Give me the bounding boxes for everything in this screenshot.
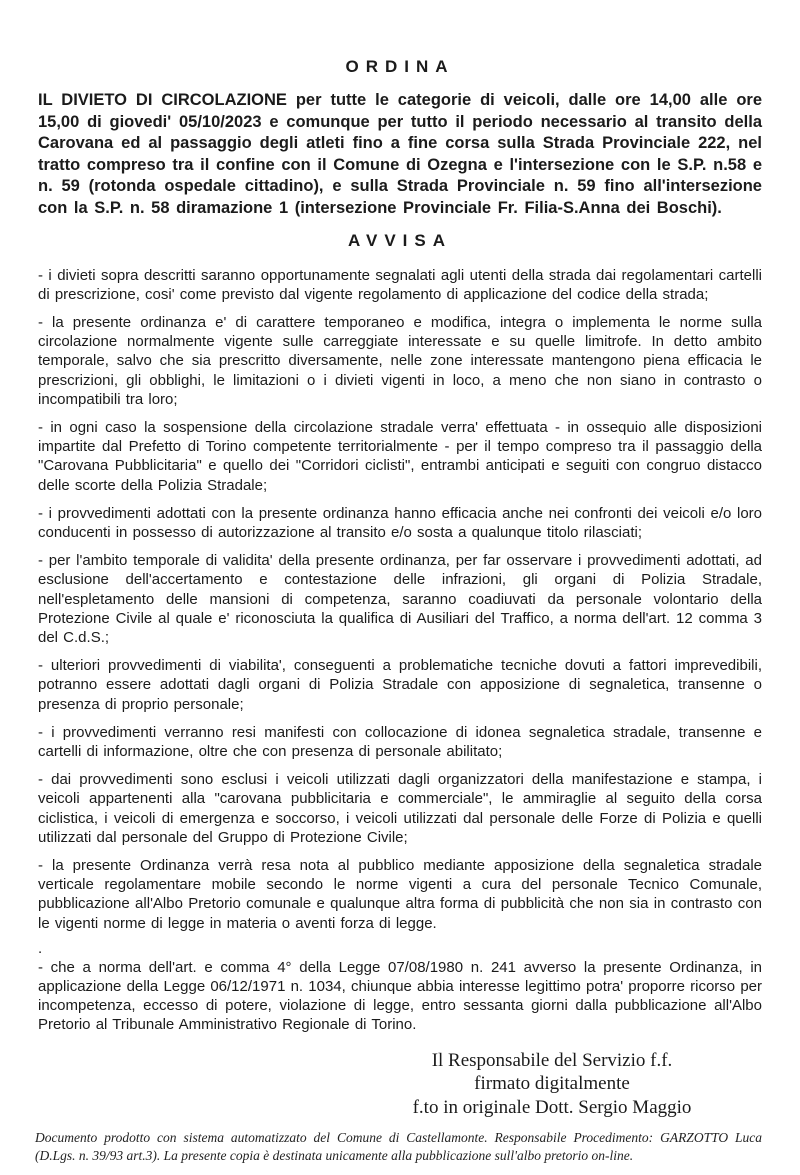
avvisa-heading: AVVISA: [347, 230, 453, 250]
avvisa-paragraph-6: - ulteriori provvedimenti di viabilita', conseguenti a problematiche tecniche dovuti a fattori imprevedibili, potranno essere adottati dagli organi di Polizia Stradale con apposizione di segnaletica, transenne o presenza di proprio personale;: [38, 657, 762, 713]
avvisa-paragraph-4: - i provvedimenti adottati con la presente ordinanza hanno efficacia anche nei confronti dei veicoli e/o loro conducenti in possesso di autorizzazione al transito e/o sosta a qualunque titolo rilasciati;: [38, 504, 762, 541]
avvisa-paragraph-7: - i provvedimenti verranno resi manifesti con collocazione di idonea segnaletica stradale, transenne e cartelli di informazione, oltre che con presenza di personale abilitato;: [38, 723, 762, 761]
avvisa-paragraph-1: - i divieti sopra descritti saranno opportunamente segnalati agli utenti della strada dai regolamentari cartelli di prescrizione, cosi' come previsto dal vigente regolamento di applicazione del codice della strada;: [38, 266, 762, 303]
signature-role: Il Responsabile del Servizio f.f.: [431, 1049, 673, 1071]
avvisa-paragraph-3: - in ogni caso la sospensione della circolazione stradale verra' effettuata - in ossequio alle disposizioni impartite dal Prefetto di Torino competente territorialmente - per il tempo compreso tra il passaggio della "Carovana Pubblicitaria" e quello dei "Corridori ciclisti", entrambi anticipati e seguiti con congruo distacco delle scorte della Polizia Stradale;: [38, 418, 762, 494]
avvisa-paragraph-8: - dai provvedimenti sono esclusi i veicoli utilizzati dagli organizzatori della manifestazione e stampa, i veicoli appartenenti alla "carovana pubblicitaria e commerciale", le ammiraglie al seguito della corsa ciclistica, i veicoli di emergenza e soccorso, i veicoli utilizzati dal personale delle Forze di Polizia e quelli utilizzati dal personale del Gruppo di Protezione Civile;: [38, 771, 762, 846]
avvisa-paragraph-9: - la presente Ordinanza verrà resa nota al pubblico mediante apposizione della segnaletica stradale verticale regolamentare mobile secondo le norme vigenti a cura del personale Tecnico Comunale, pubblicazione all'Albo Pretorio comunale e qualunque altra forma di pubblicità che non sia in contrasto con le vigenti norme di legge in materia o aventi forza di legge.: [38, 857, 762, 932]
footer-disclaimer: Documento prodotto con sistema automatizzato del Comune di Castellamonte. Responsabile Procedimento: GARZOTTO Luca (D.Lgs. n. 39/93 art.3). La presente copia è destinata unicamente alla pubblicazione sull'albo pretorio on-line.: [35, 1130, 762, 1164]
stray-dot-line: .: [38, 939, 43, 957]
ordina-paragraph: IL DIVIETO DI CIRCOLAZIONE per tutte le categorie di veicoli, dalle ore 14,00 alle ore 15,00 di giovedi' 05/10/2023 e comunque per tutto il periodo necessario al transito della Carovana ed al passaggio degli atleti fino a fine corsa sulla Strada Provinciale 222, nel tratto compreso tra il confine con il Comune di Ozegna e l'intersezione con le S.P. n.58 e n. 59 (rotonda ospedale cittadino), e sulla Strada Provinciale n. 59 fino all'intersezione con la S.P. n. 58 diramazione 1 (intersezione Provinciale Fr. Filia-S.Anna dei Boschi).: [38, 91, 762, 217]
avvisa-paragraph-10: - che a norma dell'art. e comma 4° della Legge 07/08/1980 n. 241 avverso la presente Ordinanza, in applicazione della Legge 06/12/1971 n. 1034, chiunque abbia interesse legittimo potra' proporre ricorso per incompetenza, eccesso di potere, violazione di legge, entro sessanta giorni dalla pubblicazione all'Albo Pretorio al Tribunale Amministrativo Regionale di Torino.: [38, 958, 762, 1034]
avvisa-paragraph-2: - la presente ordinanza e' di carattere temporaneo e modifica, integra o implementa le norme sulla circolazione normalmente vigente sulle carreggiate interessate e su quelle limitrofe. In detto ambito temporale, salvo che sia prescritto diversamente, nelle zone interessate mantengono piena efficacia le prescrizioni, gli obblighi, le limitazioni o i divieti vigenti in loco, a meno che non siano in contrasto o incompatibili tra loro;: [38, 313, 762, 408]
signature-digital-note: firmato digitalmente: [474, 1073, 630, 1095]
avvisa-paragraph-5: - per l'ambito temporale di validita' della presente ordinanza, per far osservare i provvedimenti adottati, ad esclusione dell'accertamento e contestazione delle infrazioni, gli organi di Polizia Stradale, nell'espletamento delle mansioni di competenza, saranno coadiuvati da personale volontario della Protezione Civile al quale e' riconosciuta la qualifica di Ausiliari del Traffico, a norma dell'art. 12 comma 3 del C.d.S.;: [38, 552, 762, 647]
signature-name: f.to in originale Dott. Sergio Maggio: [412, 1096, 692, 1118]
ordina-heading: ORDINA: [345, 57, 455, 76]
signature-block: [372, 1049, 732, 1120]
